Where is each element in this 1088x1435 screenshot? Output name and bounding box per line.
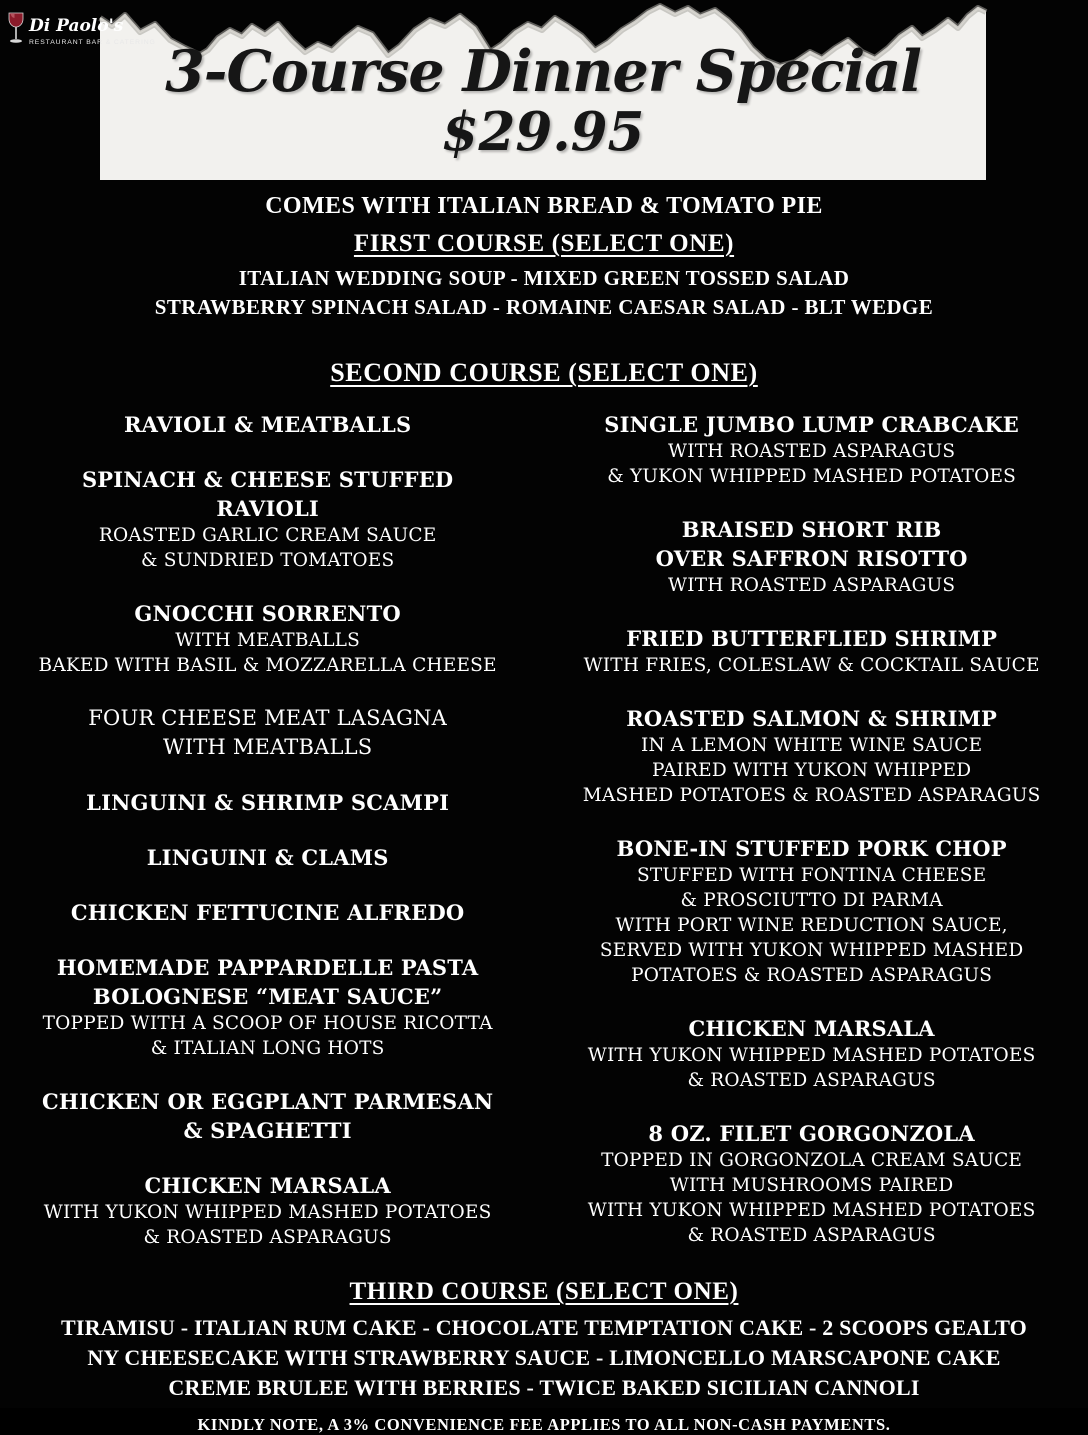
menu-item-detail: WITH ROASTED ASPARAGUS [668, 575, 956, 596]
first-course-option: ITALIAN WEDDING SOUP - MIXED GREEN TOSSED SALAD [238, 266, 850, 290]
menu-item-title: OVER SAFFRON RISOTTO [655, 546, 968, 571]
menu-item-detail: & ROASTED ASPARAGUS [687, 1225, 936, 1246]
menu-item [0, 898, 535, 927]
menu-item-title: CHICKEN OR EGGPLANT PARMESAN [41, 1089, 494, 1114]
menu-item-detail: WITH ROASTED ASPARAGUS [668, 441, 956, 462]
menu-item-detail: SERVED WITH YUKON WHIPPED MASHED [599, 940, 1024, 961]
menu-item [0, 704, 535, 762]
menu-item [0, 843, 535, 872]
restaurant-logo [6, 12, 156, 50]
menu-item [535, 834, 1088, 988]
menu-item-title: CHICKEN FETTUCINE ALFREDO [70, 900, 465, 925]
torn-paper-header [100, 0, 986, 180]
menu-item-title: FOUR CHEESE MEAT LASAGNA [88, 706, 447, 730]
menu-item-title: ROASTED SALMON & SHRIMP [626, 706, 998, 731]
menu-item-title: RAVIOLI & MEATBALLS [123, 412, 412, 437]
menu-item [0, 599, 535, 678]
logo-name: Di Paolo's [29, 16, 124, 36]
menu-item-detail: WITH YUKON WHIPPED MASHED POTATOES [587, 1045, 1036, 1066]
menu-item-detail: ROASTED GARLIC CREAM SAUCE [98, 525, 437, 546]
menu-item-detail: MASHED POTATOES & ROASTED ASPARAGUS [582, 785, 1041, 806]
menu-item-title: LINGUINI & SHRIMP SCAMPI [86, 790, 450, 815]
menu-item [535, 410, 1088, 489]
menu-item-detail: & PROSCIUTTO DI PARMA [680, 890, 943, 911]
menu-item-detail: STUFFED WITH FONTINA CHEESE [636, 865, 987, 886]
menu-item-detail: WITH YUKON WHIPPED MASHED POTATOES [587, 1200, 1036, 1221]
menu-item-title: 8 OZ. FILET GORGONZOLA [648, 1121, 975, 1146]
comes-with-note: COMES WITH ITALIAN BREAD & TOMATO PIE [265, 193, 823, 219]
menu-item [0, 410, 535, 439]
third-course-option: CREME BRULEE WITH BERRIES - TWICE BAKED SICILIAN CANNOLI [168, 1375, 920, 1400]
menu-item-detail: WITH MEATBALLS [175, 630, 361, 651]
menu-item-title: BOLOGNESE “MEAT SAUCE” [92, 984, 443, 1009]
menu-item [0, 1087, 535, 1145]
menu-item-detail: & ITALIAN LONG HOTS [150, 1038, 385, 1059]
menu-item [0, 788, 535, 817]
menu-item [535, 1014, 1088, 1093]
menu-item-detail: & ROASTED ASPARAGUS [143, 1227, 392, 1248]
second-course-right-column [535, 410, 1088, 1274]
third-course-heading: THIRD COURSE (SELECT ONE) [349, 1278, 739, 1305]
second-course-left-column [0, 410, 535, 1276]
menu-item-title: FRIED BUTTERFLIED SHRIMP [626, 626, 998, 651]
special-title: 3-Course Dinner Special [165, 38, 921, 105]
menu-item-title: SINGLE JUMBO LUMP CRABCAKE [604, 412, 1020, 437]
logo-tagline: RESTAURANT BAR & CATERING [29, 39, 156, 46]
third-course-option: TIRAMISU - ITALIAN RUM CAKE - CHOCOLATE TEMPTATION CAKE - 2 SCOOPS GEALTO [60, 1315, 1027, 1340]
menu-item [535, 515, 1088, 598]
menu-item-title: CHICKEN MARSALA [688, 1016, 935, 1041]
third-course-options [0, 1313, 1088, 1403]
menu-item-title: WITH MEATBALLS [162, 735, 373, 759]
menu-item-title: CHICKEN MARSALA [144, 1173, 391, 1198]
menu-item [0, 953, 535, 1061]
menu-item-detail: & YUKON WHIPPED MASHED POTATOES [607, 466, 1017, 487]
menu-item-detail: POTATOES & ROASTED ASPARAGUS [631, 965, 993, 986]
convenience-fee-note: KINDLY NOTE, A 3% CONVENIENCE FEE APPLIES TO ALL NON-CASH PAYMENTS. [197, 1415, 891, 1434]
menu-item-detail: PAIRED WITH YUKON WHIPPED [651, 760, 972, 781]
menu-item-detail: WITH PORT WINE REDUCTION SAUCE, [615, 915, 1008, 936]
menu-item-title: RAVIOLI [216, 496, 319, 521]
second-course-heading: SECOND COURSE (SELECT ONE) [330, 358, 758, 387]
menu-item-detail: WITH FRIES, COLESLAW & COCKTAIL SAUCE [583, 655, 1040, 676]
menu-item [0, 1171, 535, 1250]
menu-item-title: GNOCCHI SORRENTO [134, 601, 401, 626]
menu-item-title: LINGUINI & CLAMS [146, 845, 389, 870]
second-course-columns [0, 410, 1088, 1276]
first-course-options [0, 264, 1088, 322]
menu-item-detail: WITH YUKON WHIPPED MASHED POTATOES [43, 1202, 492, 1223]
menu-item [535, 704, 1088, 808]
menu-item-detail: BAKED WITH BASIL & MOZZARELLA CHEESE [38, 655, 497, 676]
menu-item-detail: TOPPED WITH A SCOOP OF HOUSE RICOTTA [42, 1013, 493, 1034]
menu-item-detail: IN A LEMON WHITE WINE SAUCE [640, 735, 983, 756]
menu-item [0, 465, 535, 573]
menu-item-title: BRAISED SHORT RIB [681, 517, 942, 542]
menu-item [535, 624, 1088, 678]
menu-item [535, 1119, 1088, 1248]
menu-item-title: & SPAGHETTI [183, 1118, 352, 1143]
menu-item-title: SPINACH & CHEESE STUFFED [81, 467, 454, 492]
wine-glass-icon [6, 12, 26, 50]
menu-item-detail: & ROASTED ASPARAGUS [687, 1070, 936, 1091]
menu-item-detail: TOPPED IN GORGONZOLA CREAM SAUCE [601, 1150, 1023, 1171]
first-course-option: STRAWBERRY SPINACH SALAD - ROMAINE CAESAR SALAD - BLT WEDGE [154, 295, 934, 319]
menu-item-title: BONE-IN STUFFED PORK CHOP [616, 836, 1007, 861]
menu-item-detail: WITH MUSHROOMS PAIRED [669, 1175, 954, 1196]
first-course-heading: FIRST COURSE (SELECT ONE) [353, 230, 735, 257]
menu-item-title: HOMEMADE PAPPARDELLE PASTA [56, 955, 479, 980]
menu-content [0, 180, 1088, 1435]
special-price: $29.95 [441, 101, 645, 163]
menu-item-detail: & SUNDRIED TOMATOES [140, 550, 395, 571]
third-course-option: NY CHEESECAKE WITH STRAWBERRY SAUCE - LIMONCELLO MARSCAPONE CAKE [87, 1345, 1001, 1370]
